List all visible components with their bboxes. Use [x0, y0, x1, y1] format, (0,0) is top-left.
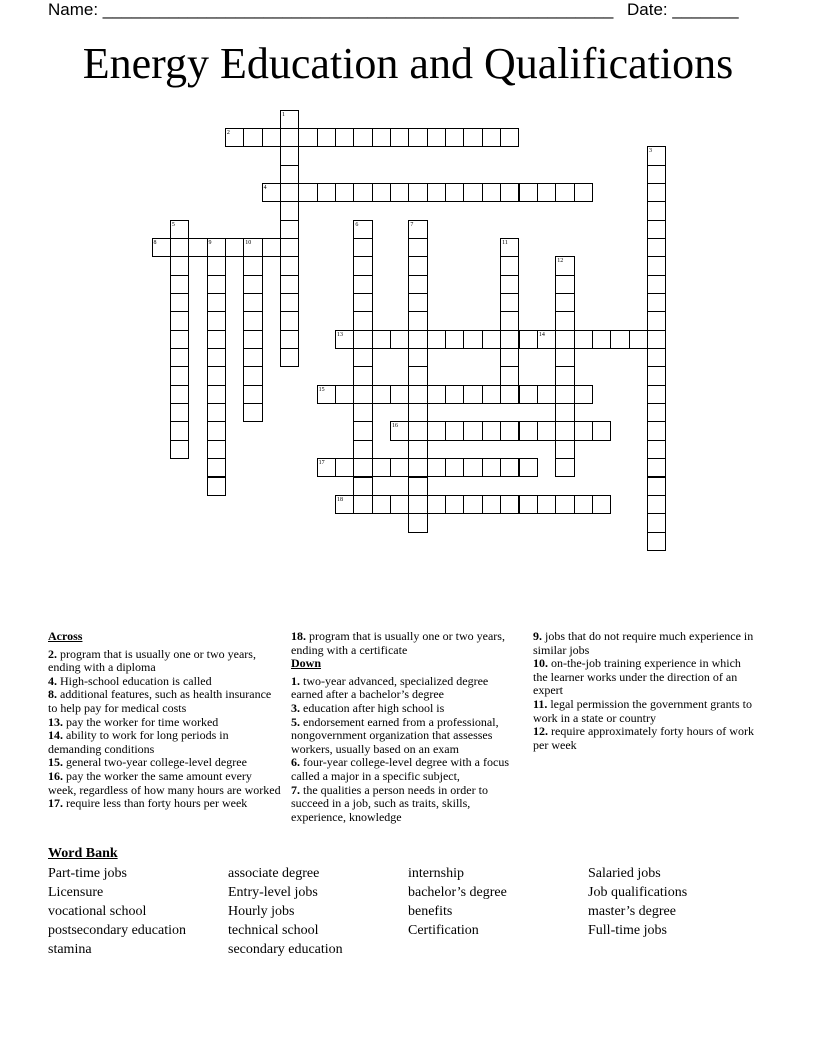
- crossword-cell[interactable]: [170, 311, 189, 330]
- crossword-cell[interactable]: [353, 421, 372, 440]
- crossword-cell[interactable]: [463, 385, 482, 404]
- crossword-cell[interactable]: [372, 128, 391, 147]
- crossword-cell[interactable]: [445, 385, 464, 404]
- clue-down-6: 6. four-year college-level degree with a focus called a major in a specific subject,: [291, 755, 509, 783]
- crossword-cell[interactable]: [317, 128, 336, 147]
- crossword-cell[interactable]: [353, 458, 372, 477]
- clue-number: 12: [557, 258, 564, 265]
- crossword-cell[interactable]: [170, 403, 189, 422]
- crossword-cell[interactable]: [408, 220, 427, 239]
- crossword-cell[interactable]: [353, 183, 372, 202]
- word-bank-item: Entry-level jobs: [228, 885, 318, 900]
- crossword-cell[interactable]: [372, 458, 391, 477]
- crossword-cell[interactable]: [647, 293, 666, 312]
- clue-number: 10: [245, 239, 252, 246]
- clue-down-11: 11. legal permission the government grants to work in a state or country: [533, 696, 752, 725]
- clue-down-10: 10. on-the-job training experience in which the learner works under the direction of an expert: [533, 656, 741, 698]
- crossword-cell[interactable]: [353, 293, 372, 312]
- crossword-cell[interactable]: [500, 366, 519, 385]
- crossword-cell[interactable]: [280, 311, 299, 330]
- crossword-cell[interactable]: [390, 330, 409, 349]
- crossword-cell[interactable]: [555, 366, 574, 385]
- crossword-cell[interactable]: [519, 385, 538, 404]
- word-bank-item: stamina: [48, 942, 92, 957]
- crossword-cell[interactable]: [555, 256, 574, 275]
- crossword-cell[interactable]: [555, 183, 574, 202]
- crossword-cell[interactable]: [647, 477, 666, 496]
- word-bank-column-2: [228, 864, 343, 959]
- clue-across-15: 15. general two-year college-level degree: [48, 755, 247, 770]
- crossword-cell[interactable]: [500, 293, 519, 312]
- crossword-cell[interactable]: [262, 128, 281, 147]
- crossword-cell[interactable]: [280, 275, 299, 294]
- crossword-cell[interactable]: [207, 238, 226, 257]
- clue-number: 15: [318, 386, 325, 393]
- crossword-cell[interactable]: [519, 330, 538, 349]
- date-field-label: Date: _______: [627, 0, 739, 19]
- crossword-cell[interactable]: [463, 330, 482, 349]
- word-bank-item: Salaried jobs: [588, 866, 661, 881]
- crossword-cell[interactable]: [353, 330, 372, 349]
- crossword-cell[interactable]: [243, 311, 262, 330]
- clue-across-16: 16. pay the worker the same amount every week, regardless of how many hours are worked: [48, 768, 281, 797]
- crossword-cell[interactable]: [170, 348, 189, 367]
- crossword-cell[interactable]: [408, 128, 427, 147]
- crossword-cell[interactable]: [390, 385, 409, 404]
- crossword-cell[interactable]: [482, 495, 501, 514]
- clue-across-14: 14. ability to work for long periods in demanding conditions: [48, 728, 229, 756]
- word-bank-item: Job qualifications: [588, 885, 688, 900]
- crossword-cell[interactable]: [500, 348, 519, 367]
- crossword-cell[interactable]: [427, 458, 446, 477]
- crossword-cell[interactable]: [170, 421, 189, 440]
- crossword-cell[interactable]: [555, 385, 574, 404]
- crossword-cell[interactable]: [280, 201, 299, 220]
- crossword-cell[interactable]: [500, 421, 519, 440]
- crossword-cell[interactable]: [647, 238, 666, 257]
- crossword-cell[interactable]: [427, 421, 446, 440]
- crossword-cell[interactable]: [500, 275, 519, 294]
- crossword-cell[interactable]: [207, 385, 226, 404]
- crossword-cell[interactable]: [207, 293, 226, 312]
- name-field-label: Name: ______________________________________________________: [48, 0, 614, 19]
- crossword-cell[interactable]: [372, 495, 391, 514]
- crossword-cell[interactable]: [408, 366, 427, 385]
- crossword-cell[interactable]: [170, 275, 189, 294]
- crossword-cell[interactable]: [280, 256, 299, 275]
- word-bank-item: postsecondary education: [48, 923, 187, 938]
- crossword-cell[interactable]: [463, 128, 482, 147]
- crossword-cell[interactable]: [335, 128, 354, 147]
- clue-number: 17: [318, 460, 325, 467]
- crossword-cell[interactable]: [555, 495, 574, 514]
- crossword-cell[interactable]: [243, 348, 262, 367]
- crossword-cell[interactable]: [390, 183, 409, 202]
- clue-number: 9: [208, 239, 212, 246]
- down-heading: Down: [291, 656, 322, 671]
- clue-number: 3: [648, 148, 652, 155]
- crossword-cell[interactable]: [647, 513, 666, 532]
- crossword-cell[interactable]: [243, 238, 262, 257]
- clue-down-5: 5. endorsement earned from a professional, nongovernment organization that assesses workers, usually based on an exam: [291, 714, 499, 756]
- crossword-cell[interactable]: [298, 183, 317, 202]
- crossword-cell[interactable]: [555, 293, 574, 312]
- clue-number: 13: [337, 331, 343, 338]
- crossword-cell[interactable]: [207, 477, 226, 496]
- crossword-cell[interactable]: [555, 275, 574, 294]
- crossword-cell[interactable]: [372, 330, 391, 349]
- crossword-cell[interactable]: [408, 458, 427, 477]
- clue-down-3: 3. education after high school is: [291, 700, 445, 715]
- crossword-cell[interactable]: [445, 458, 464, 477]
- crossword-cell[interactable]: [555, 311, 574, 330]
- word-bank-column-1: [48, 864, 186, 959]
- crossword-cell[interactable]: [445, 183, 464, 202]
- clues-column-1: [48, 630, 283, 811]
- crossword-cell[interactable]: [482, 385, 501, 404]
- clue-number: 1: [281, 111, 285, 118]
- crossword-cell[interactable]: [207, 256, 226, 275]
- crossword-cell[interactable]: [500, 128, 519, 147]
- crossword-cell[interactable]: [353, 366, 372, 385]
- crossword-cell[interactable]: [537, 385, 556, 404]
- clue-across-17: 17. require less than forty hours per week: [48, 796, 248, 811]
- crossword-cell[interactable]: [353, 256, 372, 275]
- crossword-cell[interactable]: [647, 458, 666, 477]
- clue-down-12: 12. require approximately forty hours of work per week: [533, 724, 754, 752]
- crossword-cell[interactable]: [408, 440, 427, 459]
- clue-number: 5: [171, 221, 175, 228]
- crossword-cell[interactable]: [280, 165, 299, 184]
- crossword-cell[interactable]: [647, 532, 666, 551]
- crossword-cell[interactable]: [408, 421, 427, 440]
- crossword-cell[interactable]: [243, 403, 262, 422]
- crossword-cell[interactable]: [647, 311, 666, 330]
- crossword-cell[interactable]: [353, 275, 372, 294]
- crossword-cell[interactable]: [170, 238, 189, 257]
- crossword-cell[interactable]: [335, 385, 354, 404]
- crossword-cell[interactable]: [353, 128, 372, 147]
- page-title: Energy Education and Qualifications: [82, 39, 734, 88]
- crossword-cell[interactable]: [427, 495, 446, 514]
- crossword-cell[interactable]: [555, 458, 574, 477]
- crossword-cell[interactable]: [500, 495, 519, 514]
- crossword-cell[interactable]: [647, 421, 666, 440]
- crossword-cell[interactable]: [280, 146, 299, 165]
- clue-number: 7: [410, 221, 414, 228]
- crossword-cell[interactable]: [647, 183, 666, 202]
- crossword-cell[interactable]: [262, 183, 281, 202]
- crossword-cell[interactable]: [555, 348, 574, 367]
- crossword-cell[interactable]: [188, 238, 207, 257]
- crossword-cell[interactable]: [537, 495, 556, 514]
- crossword-cell[interactable]: [408, 513, 427, 532]
- word-bank-item: Certification: [408, 923, 479, 938]
- crossword-cell[interactable]: [647, 220, 666, 239]
- clues-column-3: [533, 630, 755, 752]
- crossword-cell[interactable]: [335, 495, 354, 514]
- clue-across-8: 8. additional features, such as health insurance to help pay for medical costs: [48, 687, 272, 715]
- crossword-cell[interactable]: [537, 330, 556, 349]
- crossword-cell[interactable]: [445, 330, 464, 349]
- word-bank-item: Licensure: [48, 885, 104, 900]
- crossword-cell[interactable]: [647, 403, 666, 422]
- crossword-cell[interactable]: [647, 366, 666, 385]
- crossword-cell[interactable]: [408, 256, 427, 275]
- crossword-cell[interactable]: [170, 293, 189, 312]
- crossword-cell[interactable]: [372, 385, 391, 404]
- crossword-cell[interactable]: [574, 385, 593, 404]
- crossword-cell[interactable]: [647, 201, 666, 220]
- crossword-cell[interactable]: [243, 366, 262, 385]
- crossword-cell[interactable]: [170, 330, 189, 349]
- crossword-cell[interactable]: [445, 495, 464, 514]
- crossword-cell[interactable]: [647, 146, 666, 165]
- clue-across-13: 13. pay the worker for time worked: [48, 714, 219, 729]
- crossword-cell[interactable]: [500, 385, 519, 404]
- word-bank-item: vocational school: [48, 904, 147, 919]
- clue-number: 8: [153, 239, 157, 246]
- crossword-cell[interactable]: [207, 311, 226, 330]
- crossword-cell[interactable]: [647, 275, 666, 294]
- crossword-cell[interactable]: [482, 458, 501, 477]
- crossword-cell[interactable]: [353, 385, 372, 404]
- crossword-cell[interactable]: [280, 183, 299, 202]
- word-bank-item: internship: [408, 866, 464, 881]
- crossword-cell[interactable]: [500, 183, 519, 202]
- crossword-cell[interactable]: [555, 403, 574, 422]
- word-bank-item: benefits: [408, 904, 453, 919]
- crossword-cell[interactable]: [408, 293, 427, 312]
- crossword-cell[interactable]: [353, 403, 372, 422]
- crossword-cell[interactable]: [280, 348, 299, 367]
- crossword-cell[interactable]: [482, 330, 501, 349]
- crossword-cell[interactable]: [555, 330, 574, 349]
- crossword-cell[interactable]: [445, 128, 464, 147]
- clue-down-7: 7. the qualities a person needs in order to succeed in a job, such as traits, skills, experience, knowledge: [291, 782, 488, 824]
- crossword-cell[interactable]: [280, 128, 299, 147]
- crossword-cell[interactable]: [647, 256, 666, 275]
- clue-number: 4: [263, 184, 267, 191]
- crossword-cell[interactable]: [537, 421, 556, 440]
- crossword-cell[interactable]: [225, 238, 244, 257]
- crossword-cell[interactable]: [243, 293, 262, 312]
- crossword-cell[interactable]: [170, 256, 189, 275]
- crossword-cell[interactable]: [500, 256, 519, 275]
- crossword-cell[interactable]: [353, 440, 372, 459]
- crossword-cell[interactable]: [408, 403, 427, 422]
- crossword-cell[interactable]: [408, 330, 427, 349]
- crossword-cell[interactable]: [482, 421, 501, 440]
- crossword-cell[interactable]: [243, 385, 262, 404]
- crossword-cell[interactable]: [317, 458, 336, 477]
- crossword-cell[interactable]: [427, 385, 446, 404]
- crossword-cell[interactable]: [463, 183, 482, 202]
- crossword-cell[interactable]: [243, 330, 262, 349]
- word-bank-item: Hourly jobs: [228, 904, 295, 919]
- crossword-cell[interactable]: [280, 238, 299, 257]
- crossword-cell[interactable]: [335, 183, 354, 202]
- crossword-cell[interactable]: [519, 183, 538, 202]
- crossword-cell[interactable]: [170, 366, 189, 385]
- crossword-cell[interactable]: [353, 311, 372, 330]
- crossword-cell[interactable]: [592, 495, 611, 514]
- crossword-cell[interactable]: [408, 183, 427, 202]
- crossword-cell[interactable]: [390, 458, 409, 477]
- clue-number: 16: [392, 423, 399, 430]
- crossword-cell[interactable]: [408, 311, 427, 330]
- crossword-cell[interactable]: [353, 220, 372, 239]
- crossword-cell[interactable]: [463, 421, 482, 440]
- crossword-cell[interactable]: [207, 440, 226, 459]
- crossword-cell[interactable]: [427, 330, 446, 349]
- across-heading: Across: [48, 629, 83, 643]
- crossword-cell[interactable]: [482, 128, 501, 147]
- crossword-cell[interactable]: [207, 403, 226, 422]
- crossword-cell[interactable]: [647, 330, 666, 349]
- clue-across-4: 4. High-school education is called: [48, 673, 212, 688]
- crossword-cell[interactable]: [353, 238, 372, 257]
- crossword-cell[interactable]: [317, 385, 336, 404]
- crossword-cell[interactable]: [353, 348, 372, 367]
- word-bank-heading: Word Bank: [48, 846, 118, 861]
- word-bank-item: master’s degree: [588, 904, 676, 919]
- crossword-cell[interactable]: [408, 348, 427, 367]
- word-bank-item: technical school: [228, 923, 319, 938]
- crossword-cell[interactable]: [372, 183, 391, 202]
- crossword-cell[interactable]: [500, 238, 519, 257]
- crossword-cell[interactable]: [207, 330, 226, 349]
- crossword-cell[interactable]: [207, 366, 226, 385]
- crossword-cell[interactable]: [647, 165, 666, 184]
- clues-column-2: [291, 630, 521, 824]
- crossword-cell[interactable]: [390, 421, 409, 440]
- crossword-cell[interactable]: [280, 330, 299, 349]
- crossword-cell[interactable]: [555, 421, 574, 440]
- crossword-cell[interactable]: [463, 458, 482, 477]
- crossword-cell[interactable]: [574, 495, 593, 514]
- crossword-cell[interactable]: [170, 440, 189, 459]
- clue-down-9: 9. jobs that do not require much experience in similar jobs: [533, 629, 754, 657]
- clue-number: 14: [538, 331, 545, 338]
- crossword-cell[interactable]: [574, 421, 593, 440]
- crossword-cell[interactable]: [519, 458, 538, 477]
- crossword-cell[interactable]: [280, 110, 299, 129]
- word-bank-item: secondary education: [228, 942, 343, 957]
- crossword-cell[interactable]: [335, 458, 354, 477]
- crossword-cell[interactable]: [243, 256, 262, 275]
- crossword-cell[interactable]: [647, 348, 666, 367]
- crossword-cell[interactable]: [574, 330, 593, 349]
- crossword-cell[interactable]: [445, 421, 464, 440]
- crossword-cell[interactable]: [243, 128, 262, 147]
- crossword-cell[interactable]: [408, 385, 427, 404]
- word-bank-item: bachelor’s degree: [408, 885, 507, 900]
- crossword-cell[interactable]: [335, 330, 354, 349]
- crossword-cell[interactable]: [353, 477, 372, 496]
- crossword-cell[interactable]: [298, 128, 317, 147]
- clue-down-1: 1. two-year advanced, specialized degree earned after a bachelor’s degree: [291, 673, 489, 702]
- crossword-cell[interactable]: [390, 128, 409, 147]
- crossword-cell[interactable]: [280, 293, 299, 312]
- crossword-cell[interactable]: [519, 421, 538, 440]
- crossword-cell[interactable]: [152, 238, 171, 257]
- crossword-cell[interactable]: [207, 348, 226, 367]
- crossword-cell[interactable]: [408, 238, 427, 257]
- crossword-cell[interactable]: [482, 183, 501, 202]
- crossword-cell[interactable]: [207, 458, 226, 477]
- clue-across-2: 2. program that is usually one or two years, ending with a diploma: [48, 646, 256, 675]
- crossword-cell[interactable]: [610, 330, 629, 349]
- crossword-cell[interactable]: [243, 275, 262, 294]
- crossword-cell[interactable]: [427, 183, 446, 202]
- clue-number: 11: [502, 239, 508, 246]
- word-bank-item: Full-time jobs: [588, 923, 667, 938]
- crossword-cell[interactable]: [629, 330, 648, 349]
- crossword-cell[interactable]: [647, 495, 666, 514]
- crossword-cell[interactable]: [280, 220, 299, 239]
- crossword-cell[interactable]: [207, 421, 226, 440]
- clue-number: 6: [355, 221, 359, 228]
- crossword-cell[interactable]: [317, 183, 336, 202]
- crossword-cell[interactable]: [519, 495, 538, 514]
- crossword-cell[interactable]: [353, 495, 372, 514]
- crossword-cell[interactable]: [408, 477, 427, 496]
- crossword-cell[interactable]: [170, 220, 189, 239]
- clue-number: 18: [337, 496, 343, 503]
- crossword-cell[interactable]: [463, 495, 482, 514]
- crossword-cell[interactable]: [390, 495, 409, 514]
- crossword-cell[interactable]: [647, 440, 666, 459]
- word-bank-item: associate degree: [228, 866, 320, 881]
- clue-number: 2: [226, 129, 230, 136]
- crossword-cell[interactable]: [207, 275, 226, 294]
- crossword-cell[interactable]: [427, 128, 446, 147]
- crossword-cell[interactable]: [647, 385, 666, 404]
- crossword-cell[interactable]: [592, 421, 611, 440]
- crossword-cell[interactable]: [408, 275, 427, 294]
- crossword-cell[interactable]: [592, 330, 611, 349]
- word-bank-item: Part-time jobs: [48, 866, 127, 881]
- crossword-cell[interactable]: [500, 311, 519, 330]
- clue-across-18: 18. program that is usually one or two years, ending with a certificate: [291, 629, 505, 657]
- crossword-cell[interactable]: [262, 238, 281, 257]
- crossword-cell[interactable]: [537, 183, 556, 202]
- crossword-cell[interactable]: [500, 458, 519, 477]
- crossword-cell[interactable]: [170, 385, 189, 404]
- crossword-cell[interactable]: [500, 330, 519, 349]
- word-bank-column-4: [588, 864, 687, 940]
- crossword-cell[interactable]: [555, 440, 574, 459]
- crossword-cell[interactable]: [408, 495, 427, 514]
- word-bank-column-3: [408, 864, 507, 940]
- crossword-cell[interactable]: [225, 128, 244, 147]
- crossword-cell[interactable]: [574, 183, 593, 202]
